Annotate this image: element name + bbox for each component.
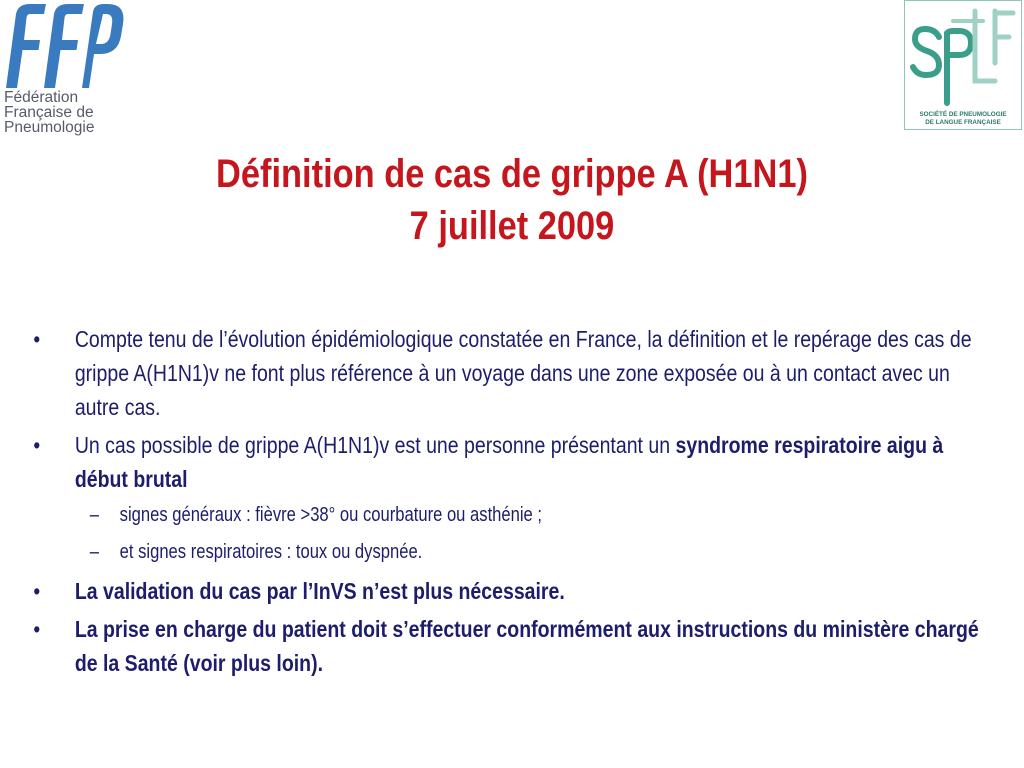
bullet-item [30,574,993,608]
dash-icon: – [89,541,99,563]
bullet-item [30,612,993,680]
splf-caption-line-2: DE LANGUE FRANÇAISE [925,119,1001,126]
sub-bullet-text: et signes respiratoires : toux ou dyspnée. [119,541,423,563]
bullet-text-bold: La validation du cas par l’InVS n’est plus nécessaire. [74,578,565,604]
ffp-line-2: Française de [4,104,94,121]
splf-logo [904,0,1022,130]
slide-title-line-2: 7 juillet 2009 [409,204,615,248]
bullet-icon: • [33,616,41,642]
bullet-icon: • [33,432,41,458]
slide-title [123,148,900,252]
slide-body [30,322,993,684]
ffp-logo-letters [2,0,127,92]
splf-logo-caption [907,111,1019,127]
bullet-item [30,428,993,496]
bullet-icon: • [33,326,41,352]
dash-icon: – [89,504,99,526]
ffp-logo-text [4,90,129,135]
splf-logo-mark [909,7,1017,107]
splf-caption-line-1: SOCIÉTÉ DE PNEUMOLOGIE [919,111,1007,118]
bullet-text: Compte tenu de l’évolution épidémiologique constatée en France, la définition et le repérage des cas de grippe A(H1N1)v ne font plus référence à un voyage dans une zone exposée ou à un contact avec un autre cas. [74,326,972,420]
ffp-logo [2,0,127,140]
ffp-line-3: Pneumologie [4,119,95,136]
slide-title-line-1: Définition de cas de grippe A (H1N1) [216,152,808,196]
sub-bullet-item [30,500,993,530]
bullet-icon: • [33,578,41,604]
bullet-text-bold: syndrome respiratoire aigu à début brutal [74,432,944,492]
bullet-item [30,322,993,424]
bullet-text: Un cas possible de grippe A(H1N1)v est une personne présentant un [74,432,676,458]
sub-bullet-item [30,537,993,567]
bullet-text-bold: La prise en charge du patient doit s’effectuer conformément aux instructions du ministère chargé de la Santé (voir plus loin). [74,616,979,676]
sub-bullet-text: signes généraux : fièvre >38° ou courbature ou asthénie ; [119,504,543,526]
ffp-line-1: Fédération [4,89,79,106]
